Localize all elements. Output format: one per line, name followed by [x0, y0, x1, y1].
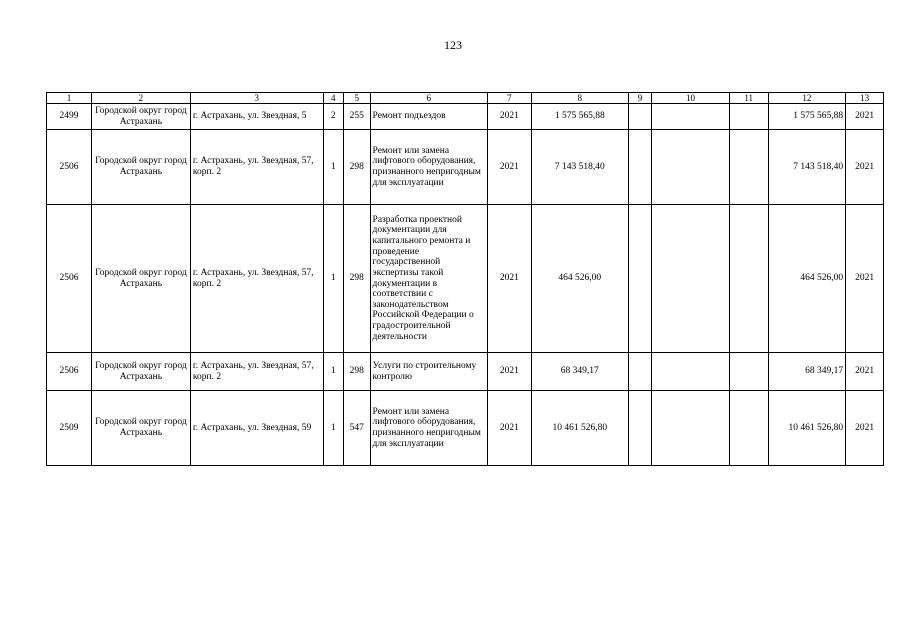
total-cell: 464 526,00 — [768, 205, 846, 353]
col5-cell: 547 — [344, 391, 371, 466]
row-id: 2509 — [47, 391, 92, 466]
row-id: 2506 — [47, 353, 92, 391]
column-header: 3 — [190, 93, 323, 104]
address-cell: г. Астрахань, ул. Звездная, 59 — [190, 391, 323, 466]
col5-cell: 298 — [344, 353, 371, 391]
column-header: 13 — [846, 93, 884, 104]
end-year-cell: 2021 — [846, 205, 884, 353]
table-row — [47, 391, 884, 466]
col5-cell: 255 — [344, 104, 371, 130]
total-cell: 68 349,17 — [768, 353, 846, 391]
col4-cell: 1 — [323, 353, 343, 391]
municipality-cell: Городской округ город Астрахань — [91, 391, 190, 466]
column-header: 10 — [652, 93, 730, 104]
col4-cell: 1 — [323, 391, 343, 466]
col4-cell: 2 — [323, 104, 343, 130]
col10-cell — [652, 104, 730, 130]
col9-cell — [628, 353, 651, 391]
municipality-cell: Городской округ город Астрахань — [91, 205, 190, 353]
column-header: 7 — [487, 93, 531, 104]
address-cell: г. Астрахань, ул. Звездная, 57, корп. 2 — [190, 130, 323, 205]
work-type-cell: Ремонт или замена лифтового оборудования, признанного непригодным для эксплуатации — [370, 391, 487, 466]
year-cell: 2021 — [487, 205, 531, 353]
year-cell: 2021 — [487, 130, 531, 205]
amount-cell: 7 143 518,40 — [531, 130, 628, 205]
row-id: 2506 — [47, 205, 92, 353]
col10-cell — [652, 391, 730, 466]
column-header: 2 — [91, 93, 190, 104]
municipality-cell: Городской округ город Астрахань — [91, 130, 190, 205]
end-year-cell: 2021 — [846, 104, 884, 130]
column-header: 8 — [531, 93, 628, 104]
column-header: 6 — [370, 93, 487, 104]
table-row — [47, 353, 884, 391]
column-header: 9 — [628, 93, 651, 104]
amount-cell: 464 526,00 — [531, 205, 628, 353]
col5-cell: 298 — [344, 130, 371, 205]
end-year-cell: 2021 — [846, 391, 884, 466]
column-header: 4 — [323, 93, 343, 104]
col5-cell: 298 — [344, 205, 371, 353]
address-cell: г. Астрахань, ул. Звездная, 57, корп. 2 — [190, 353, 323, 391]
col11-cell — [729, 104, 768, 130]
end-year-cell: 2021 — [846, 130, 884, 205]
page-number: 123 — [444, 38, 462, 52]
column-number-row — [47, 93, 884, 104]
table-row — [47, 104, 884, 130]
table-row — [47, 130, 884, 205]
col9-cell — [628, 391, 651, 466]
amount-cell: 1 575 565,88 — [531, 104, 628, 130]
amount-cell: 68 349,17 — [531, 353, 628, 391]
total-cell: 7 143 518,40 — [768, 130, 846, 205]
year-cell: 2021 — [487, 391, 531, 466]
total-cell: 1 575 565,88 — [768, 104, 846, 130]
work-type-cell: Услуги по строительному контролю — [370, 353, 487, 391]
municipality-cell: Городской округ город Астрахань — [91, 353, 190, 391]
capital-repair-table — [46, 92, 884, 466]
address-cell: г. Астрахань, ул. Звездная, 5 — [190, 104, 323, 130]
col10-cell — [652, 353, 730, 391]
column-header: 11 — [729, 93, 768, 104]
work-type-cell: Ремонт подъездов — [370, 104, 487, 130]
municipality-cell: Городской округ город Астрахань — [91, 104, 190, 130]
column-header: 5 — [344, 93, 371, 104]
end-year-cell: 2021 — [846, 353, 884, 391]
col11-cell — [729, 130, 768, 205]
col11-cell — [729, 353, 768, 391]
row-id: 2506 — [47, 130, 92, 205]
column-header: 12 — [768, 93, 846, 104]
col4-cell: 1 — [323, 130, 343, 205]
col10-cell — [652, 205, 730, 353]
work-type-cell: Ремонт или замена лифтового оборудования, признанного непригодным для эксплуатации — [370, 130, 487, 205]
amount-cell: 10 461 526,80 — [531, 391, 628, 466]
col10-cell — [652, 130, 730, 205]
table-row — [47, 205, 884, 353]
col11-cell — [729, 205, 768, 353]
address-cell: г. Астрахань, ул. Звездная, 57, корп. 2 — [190, 205, 323, 353]
col11-cell — [729, 391, 768, 466]
col9-cell — [628, 104, 651, 130]
row-id: 2499 — [47, 104, 92, 130]
col9-cell — [628, 205, 651, 353]
col9-cell — [628, 130, 651, 205]
year-cell: 2021 — [487, 104, 531, 130]
total-cell: 10 461 526,80 — [768, 391, 846, 466]
year-cell: 2021 — [487, 353, 531, 391]
column-header: 1 — [47, 93, 92, 104]
col4-cell: 1 — [323, 205, 343, 353]
work-type-cell: Разработка проектной документации для капитального ремонта и проведение государственной экспертизы такой документации в соответствии с законодательством Российской Федерации о градостроительной деятельности — [370, 205, 487, 353]
